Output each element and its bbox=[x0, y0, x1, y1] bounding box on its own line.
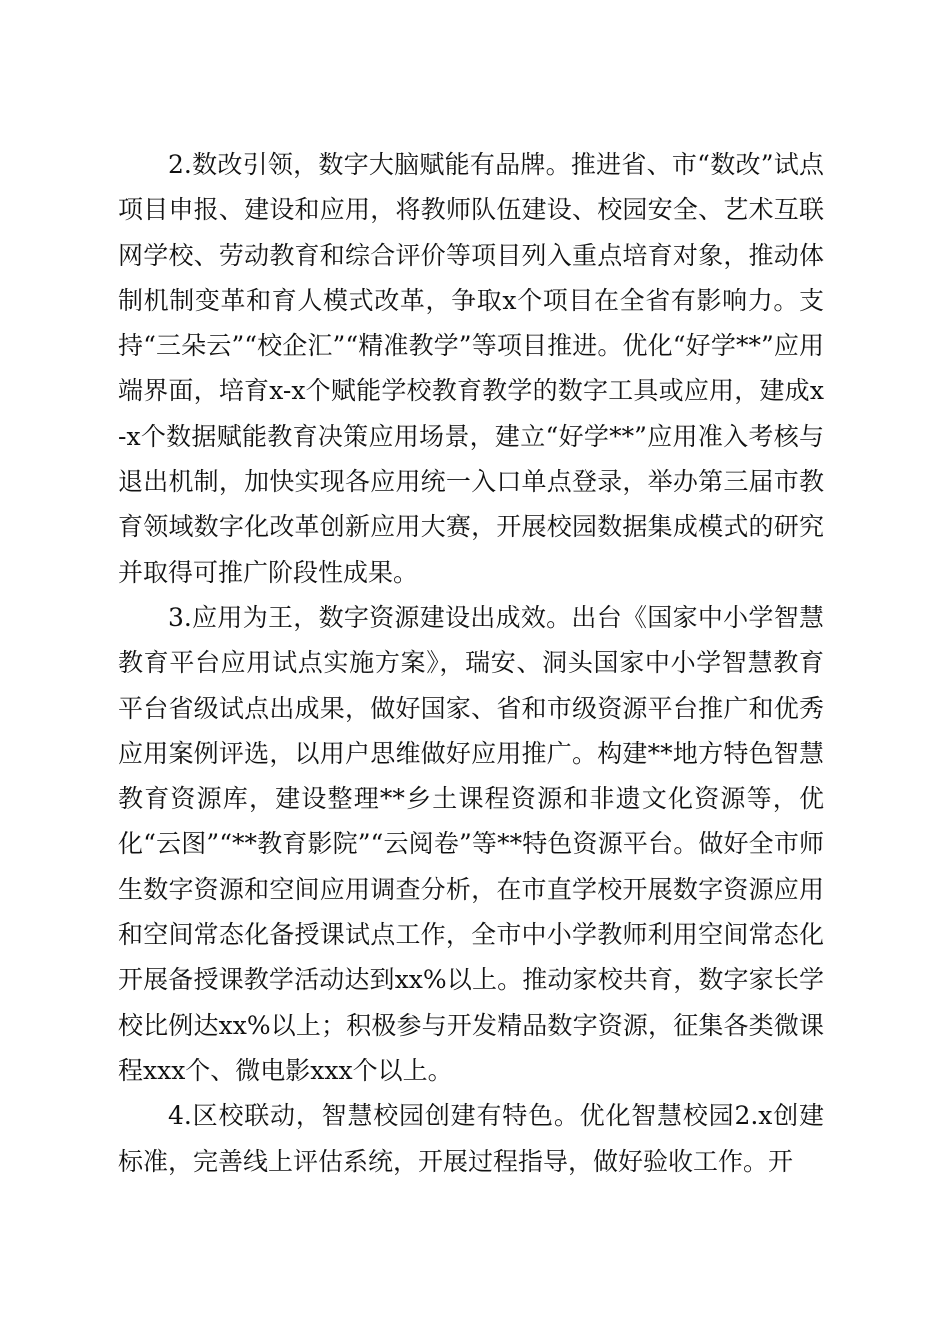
paragraph-digital-resources: 3.应用为王，数字资源建设出成效。出台《国家中小学智慧教育平台应用试点实施方案》，瑞安、洞头国家中小学智慧教育平台省级试点出成果，做好国家、省和市级资源平台推广和优秀应用案例评选，以用户思维做好应用推广。构建**地方特色智慧教育资源库，建设整理**乡土课程资源和非遗文化资源等，优化“云图”“**教育影院”“云阅卷”等**特色资源平台。做好全市师生数字资源和空间应用调查分析，在市直学校开展数字资源应用和空间常态化备授课试点工作，全市中小学教师利用空间常态化开展备授课教学活动达到xx%以上。推动家校共育，数字家长学校比例达xx%以上；积极参与开发精品数字资源，征集各类微课程xxx个、微电影xxx个以上。 bbox=[118, 602, 824, 1085]
paragraph-smart-campus: 4.区校联动，智慧校园创建有特色。优化智慧校园2.x创建标准，完善线上评估系统，开展过程指导，做好验收工作。开 bbox=[118, 1101, 824, 1176]
paragraph-digital-reform: 2.数改引领，数字大脑赋能有品牌。推进省、市“数改”试点项目申报、建设和应用，将教师队伍建设、校园安全、艺术互联网学校、劳动教育和综合评价等项目列入重点培育对象，推动体制机制变革和育人模式改革，争取x个项目在全省有影响力。支持“三朵云”“校企汇”“精准教学”等项目推进。优化“好学**”应用端界面，培育x-x个赋能学校教育教学的数字工具或应用，建成x-x个数据赋能教育决策应用场景，建立“好学**”应用准入考核与退出机制，加快实现各应用统一入口单点登录，举办第三届市教育领域数字化改革创新应用大赛，开展校园数据集成模式的研究并取得可推广阶段性成果。 bbox=[118, 150, 824, 587]
document-body bbox=[118, 142, 824, 1184]
